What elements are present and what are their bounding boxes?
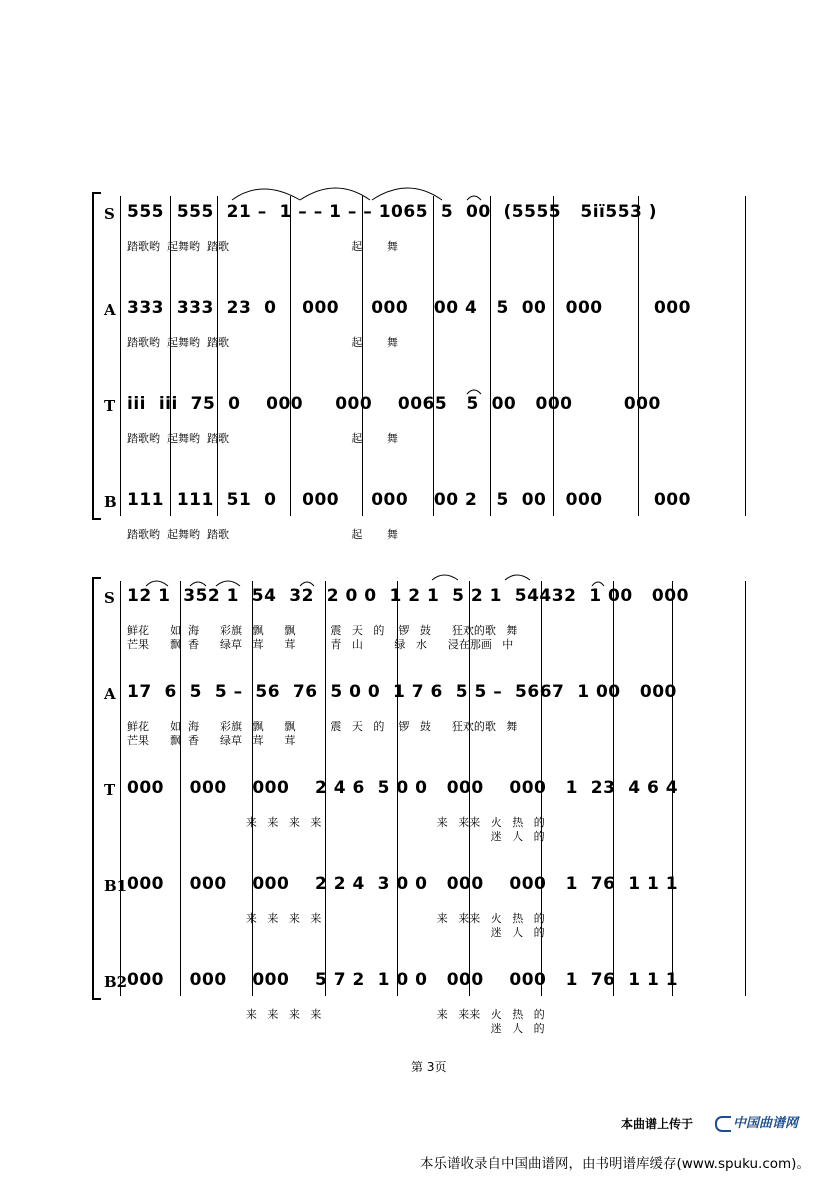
- notes-bass2: 000 000 000 5 7 2 1 0 0 000 000 1 76 1 1 1: [127, 970, 679, 990]
- slurs-system-1: [0, 0, 830, 540]
- lyrics-soprano: 鲜花 如 海 彩旗 飘 飘 震 天 的 锣 鼓 狂欢的歌 舞 芒果 飘 香 绿草 茸 茸 青 山 绿 水 浸在那画 中: [127, 624, 518, 651]
- part-label-t: T: [104, 781, 116, 799]
- source-note: 本乐谱收录自中国曲谱网，由书明谱库缓存(www.spuku.com)。: [420, 1156, 810, 1172]
- notes-tenor: iii iii 75 0 000 000 0065 5 00 000 000: [127, 394, 661, 414]
- lyrics-bass: 踏歌哟 起舞哟 踏歌 起 舞: [127, 528, 398, 541]
- part-label-s: S: [104, 205, 115, 223]
- lyrics-bass2: 来 来 来 来 来 来来 火 热 的 迷 人 的: [245, 1008, 545, 1035]
- site-logo: [715, 1112, 798, 1132]
- lyrics-alto: 鲜花 如 海 彩旗 飘 飘 震 天 的 锣 鼓 狂欢的歌 舞 芒果 飘 香 绿草 茸 茸: [127, 720, 518, 747]
- part-label-a: A: [104, 685, 116, 703]
- brace-bottom: [92, 998, 101, 1000]
- notes-alto: 17 6 5 5 – 56 76 5 0 0 1 7 6 5 5 – 5667 1 00 000: [127, 682, 677, 702]
- part-label-t: T: [104, 397, 116, 415]
- lyrics-tenor: 踏歌哟 起舞哟 踏歌 起 舞: [127, 432, 398, 445]
- part-label-a: A: [104, 301, 116, 319]
- part-label-b1: B1: [104, 877, 128, 895]
- part-label-b: B: [104, 493, 117, 511]
- site-name: 中国曲谱网: [733, 1116, 799, 1131]
- notes-tenor: 000 000 000 2 4 6 5 0 0 000 000 1 23 4 6 4: [127, 778, 679, 798]
- lyrics-bass1: 来 来 来 来 来 来来 火 热 的 迷 人 的: [245, 912, 545, 939]
- notes-alto: 333 333 23 0 000 000 00 4 5 00 000 000: [127, 298, 691, 318]
- lyrics-alto: 踏歌哟 起舞哟 踏歌 起 舞: [127, 336, 398, 349]
- part-label-b2: B2: [104, 973, 128, 991]
- notes-soprano: 555 555 21 – 1 – – 1 – – 1065 5 00 (5555 5iï553 ): [127, 202, 658, 222]
- part-label-s: S: [104, 589, 115, 607]
- upload-note: 本曲谱上传于: [621, 1117, 694, 1131]
- notes-bass1: 000 000 000 2 2 4 3 0 0 000 000 1 76 1 1 1: [127, 874, 679, 894]
- page-number: 第 3页: [411, 1060, 447, 1074]
- logo-icon: [715, 1116, 731, 1132]
- lyrics-soprano: 踏歌哟 起舞哟 踏歌 起 舞: [127, 240, 398, 253]
- notes-soprano: 12 1 352 1 54 32 2 0 0 1 2 1 5 2 1 54432 1 00 000: [127, 586, 689, 606]
- lyrics-tenor: 来 来 来 来 来 来来 火 热 的 迷 人 的: [245, 816, 545, 843]
- notes-bass: 111 111 51 0 000 000 00 2 5 00 000 000: [127, 490, 691, 510]
